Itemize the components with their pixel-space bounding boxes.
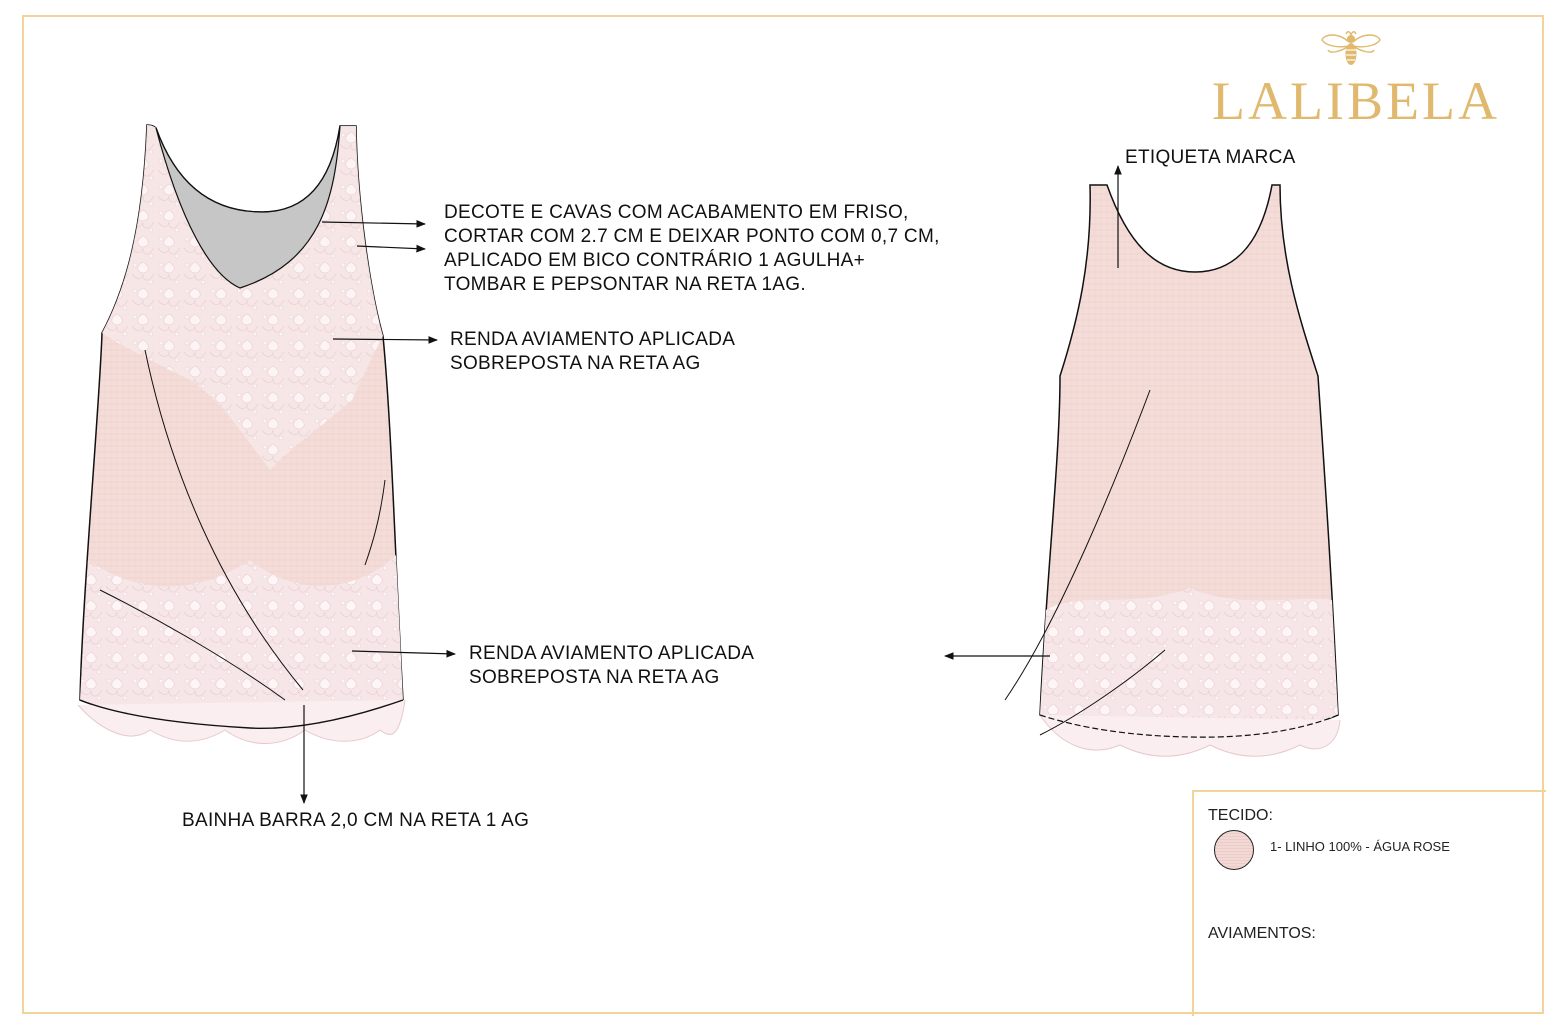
brand-label-note: ETIQUETA MARCA xyxy=(1125,147,1296,168)
back-view-garment xyxy=(1005,185,1340,756)
brand-logo-text: LALIBELA xyxy=(1212,71,1500,131)
hem-note: BAINHA BARRA 2,0 CM NA RETA 1 AG xyxy=(182,810,530,831)
lace-bottom-note: RENDA AVIAMENTO APLICADA SOBREPOSTA NA RETA AG xyxy=(469,643,755,688)
neckline-finish-note: DECOTE E CAVAS COM ACABAMENTO EM FRISO, CORTAR COM 2.7 CM E DEIXAR PONTO COM 0,7 CM, APLICADO EM BICO CONTRÁRIO 1 AGULHA+ TOMBAR E PEPSONTAR NA RETA 1AG. xyxy=(444,202,940,295)
fabric-item: 1- LINHO 100% - ÁGUA ROSE xyxy=(1270,839,1450,854)
lace-top-note: RENDA AVIAMENTO APLICADA SOBREPOSTA NA RETA AG xyxy=(450,329,736,374)
fabric-swatch xyxy=(1214,830,1254,870)
trims-title: AVIAMENTOS: xyxy=(1208,925,1316,942)
fabric-title: TECIDO: xyxy=(1208,807,1273,824)
